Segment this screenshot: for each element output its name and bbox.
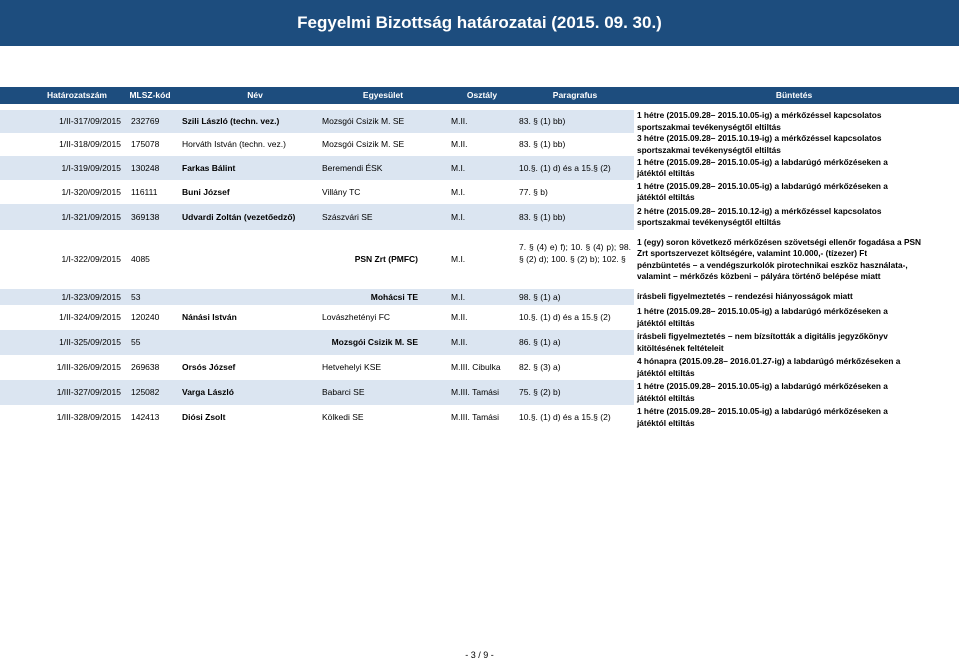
- row-nev: Horváth István (techn. vez.): [182, 139, 286, 149]
- row-hatarozatszam: 1/I-322/09/2015: [61, 254, 121, 264]
- row-paragrafus: 10.§. (1) d) és a 15.§ (2): [519, 312, 611, 322]
- row-mlsz-kod: 53: [131, 291, 141, 302]
- row-buntetes: [637, 306, 955, 329]
- row-hatarozatszam: 1/III-328/09/2015: [56, 412, 121, 422]
- row-hatarozatszam: 1/II-317/09/2015: [59, 116, 121, 126]
- row-buntetes: [637, 237, 955, 283]
- buntetes-line: sportszakmai tevékenységtől eltiltás: [637, 144, 781, 155]
- table-row: [0, 204, 959, 230]
- row-osztaly: M.I.: [451, 254, 466, 264]
- row-hatarozatszam: 1/I-323/09/2015: [61, 291, 121, 302]
- row-paragrafus: 83. § (1) bb): [519, 116, 566, 126]
- table-row: [0, 230, 959, 289]
- buntetes-line: 1 hétre (2015.09.28– 2015.10.05-ig) a labdarúgó mérkőzéseken a: [637, 180, 888, 191]
- row-osztaly: M.II.: [451, 312, 468, 322]
- row-buntetes: [637, 291, 955, 303]
- row-hatarozatszam: 1/I-319/09/2015: [61, 162, 121, 173]
- row-nev: Varga László: [182, 387, 234, 397]
- row-buntetes: [637, 406, 955, 429]
- row-mlsz-kod: 142413: [131, 412, 160, 422]
- row-paragrafus: 7. § (4) e) f); 10. § (4) p); 98. § (2) d); 100. § (2) b); 102. §: [519, 242, 631, 264]
- row-buntetes: [637, 110, 955, 133]
- row-egyesulet: Szászvári SE: [322, 211, 373, 222]
- table-row: [0, 330, 959, 355]
- table-row: [0, 156, 959, 180]
- row-buntetes: [637, 356, 955, 379]
- row-hatarozatszam: 1/II-324/09/2015: [59, 312, 121, 322]
- row-hatarozatszam: 1/II-318/09/2015: [59, 139, 121, 149]
- row-mlsz-kod: 369138: [131, 211, 160, 222]
- row-mlsz-kod: 116111: [131, 186, 158, 197]
- row-osztaly: M.III. Tamási: [451, 412, 500, 422]
- buntetes-line: 2 hétre (2015.09.28– 2015.10.12-ig) a mérkőzéssel kapcsolatos: [637, 205, 882, 216]
- buntetes-line: kitöltésének feltételeit: [637, 342, 724, 353]
- header-osztaly: Osztály: [466, 90, 498, 100]
- buntetes-line: 1 (egy) soron következő mérkőzésen szövetségi ellenőr fogadása a PSN: [637, 236, 922, 247]
- row-mlsz-kod: 125082: [131, 387, 160, 397]
- row-osztaly: M.I.: [451, 186, 466, 197]
- row-paragrafus: 82. § (3) a): [519, 362, 561, 372]
- buntetes-line: játéktól eltiltás: [637, 417, 695, 428]
- row-egyesulet: Babarci SE: [322, 387, 365, 397]
- row-hatarozatszam: 1/II-325/09/2015: [59, 337, 121, 347]
- buntetes-line: 1 hétre (2015.09.28– 2015.10.05-ig) a labdarúgó mérkőzéseken a: [637, 156, 888, 167]
- page-number: - 3 / 9 -: [465, 650, 494, 660]
- table-row: [0, 289, 959, 305]
- row-egyesulet: Mozsgói Csizik M. SE: [331, 337, 418, 347]
- row-nev: Farkas Bálint: [182, 162, 236, 173]
- row-nev: Orsós József: [182, 362, 236, 372]
- buntetes-line: játéktól eltiltás: [637, 367, 695, 378]
- table-header: [0, 87, 959, 104]
- header-mlsz-kod: MLSZ-kód: [129, 90, 171, 100]
- buntetes-line: játéktól eltiltás: [637, 317, 695, 328]
- row-paragrafus: 10.§. (1) d) és a 15.§ (2): [519, 412, 611, 422]
- row-osztaly: M.III. Tamási: [451, 387, 500, 397]
- row-buntetes: [637, 206, 955, 229]
- buntetes-line: 3 hétre (2015.09.28– 2015.10.19-ig) a mérkőzéssel kapcsolatos: [637, 133, 882, 143]
- buntetes-line: játéktól eltiltás: [637, 192, 695, 202]
- row-mlsz-kod: 269638: [131, 362, 160, 372]
- buntetes-line: írásbeli figyelmeztetés – rendezési hiányosságok miatt: [637, 291, 853, 302]
- row-mlsz-kod: 4085: [131, 254, 150, 264]
- row-osztaly: M.I.: [451, 291, 466, 302]
- row-egyesulet: Beremendi ÉSK: [322, 162, 383, 173]
- row-paragrafus: 77. § b): [519, 186, 548, 197]
- table-row: [0, 305, 959, 330]
- row-buntetes: [637, 133, 955, 156]
- row-mlsz-kod: 130248: [131, 162, 160, 173]
- buntetes-line: 1 hétre (2015.09.28– 2015.10.05-ig) a labdarúgó mérkőzéseken a: [637, 406, 888, 416]
- row-egyesulet: Hetvehelyi KSE: [322, 362, 382, 372]
- row-paragrafus: 98. § (1) a): [519, 291, 561, 302]
- table-row: [0, 405, 959, 430]
- row-osztaly: M.I.: [451, 162, 466, 173]
- row-egyesulet: Mozsgói Csizik M. SE: [322, 116, 405, 126]
- row-egyesulet: PSN Zrt (PMFC): [354, 254, 418, 264]
- row-mlsz-kod: 55: [131, 337, 141, 347]
- buntetes-line: pénzbüntetés – a vendégszurkolók pirotechnikai eszköz használata-,: [637, 259, 908, 270]
- row-nev: Nánási István: [182, 312, 237, 322]
- table-row: [0, 110, 959, 133]
- row-mlsz-kod: 232769: [131, 116, 160, 126]
- row-paragrafus: 83. § (1) bb): [519, 211, 566, 222]
- buntetes-line: írásbeli figyelmeztetés – nem bízsították a digitális jegyzőkönyv: [637, 331, 888, 341]
- row-osztaly: M.I.: [451, 211, 466, 222]
- header-nev: Név: [247, 90, 263, 100]
- buntetes-line: 1 hétre (2015.09.28– 2015.10.05-ig) a labdarúgó mérkőzéseken a: [637, 381, 888, 391]
- row-osztaly: M.III. Cibulka: [451, 362, 501, 372]
- header-hatarozatszam: Határozatszám: [47, 90, 107, 100]
- buntetes-line: 1 hétre (2015.09.28– 2015.10.05-ig) a mérkőzéssel kapcsolatos: [637, 110, 882, 120]
- row-paragrafus: 86. § (1) a): [519, 337, 561, 347]
- buntetes-line: valamint – mérkőzés közbeni – pályára történő belépése miatt: [637, 271, 881, 281]
- table-row: [0, 180, 959, 204]
- buntetes-line: 1 hétre (2015.09.28– 2015.10.05-ig) a labdarúgó mérkőzéseken a: [637, 306, 888, 316]
- header-paragrafus: Paragrafus: [552, 90, 598, 100]
- row-egyesulet: Mohácsi TE: [370, 291, 418, 302]
- row-hatarozatszam: 1/I-320/09/2015: [61, 186, 121, 197]
- row-egyesulet: Kölkedi SE: [322, 412, 364, 422]
- buntetes-line: sportszakmai tevékenységtől eltiltás: [637, 121, 781, 132]
- row-hatarozatszam: 1/III-326/09/2015: [56, 362, 121, 372]
- header-egyesulet: Egyesület: [362, 90, 404, 100]
- row-hatarozatszam: 1/III-327/09/2015: [56, 387, 121, 397]
- row-mlsz-kod: 175078: [131, 139, 160, 149]
- row-nev: Udvardi Zoltán (vezetőedző): [182, 211, 296, 222]
- page-title: Fegyelmi Bizottság határozatai (2015. 09. 30.): [0, 0, 959, 46]
- row-mlsz-kod: 120240: [131, 312, 160, 322]
- row-egyesulet: Lovászhetényi FC: [322, 312, 391, 322]
- row-osztaly: M.II.: [451, 116, 468, 126]
- row-nev: Diósi Zsolt: [182, 412, 226, 422]
- row-paragrafus: 75. § (2) b): [519, 387, 561, 397]
- row-buntetes: [637, 381, 955, 404]
- row-osztaly: M.II.: [451, 337, 468, 347]
- row-osztaly: M.II.: [451, 139, 468, 149]
- header-buntetes: Büntetés: [775, 90, 813, 100]
- row-buntetes: [637, 157, 955, 180]
- table-row: [0, 133, 959, 156]
- buntetes-line: 4 hónapra (2015.09.28– 2016.01.27-ig) a labdarúgó mérkőzéseken a: [637, 356, 901, 366]
- row-hatarozatszam: 1/I-321/09/2015: [61, 211, 121, 222]
- row-paragrafus: 10.§. (1) d) és a 15.§ (2): [519, 162, 611, 173]
- buntetes-line: sportszakmai tevékenységtől eltiltás: [637, 217, 781, 227]
- buntetes-line: Zrt sportszervezet költségére, valamint 10.000,- (tízezer) Ft: [637, 248, 868, 258]
- row-egyesulet: Villány TC: [322, 186, 361, 197]
- buntetes-line: játéktól eltiltás: [637, 392, 695, 403]
- row-egyesulet: Mozsgói Csizik M. SE: [322, 139, 405, 149]
- row-paragrafus: 83. § (1) bb): [519, 139, 566, 149]
- row-nev: Szili László (techn. vez.): [182, 116, 280, 126]
- row-nev: Buni József: [182, 186, 230, 197]
- buntetes-line: játéktól eltiltás: [637, 168, 695, 178]
- table-row: [0, 380, 959, 405]
- row-buntetes: [637, 181, 955, 204]
- table-row: [0, 355, 959, 380]
- row-buntetes: [637, 331, 955, 354]
